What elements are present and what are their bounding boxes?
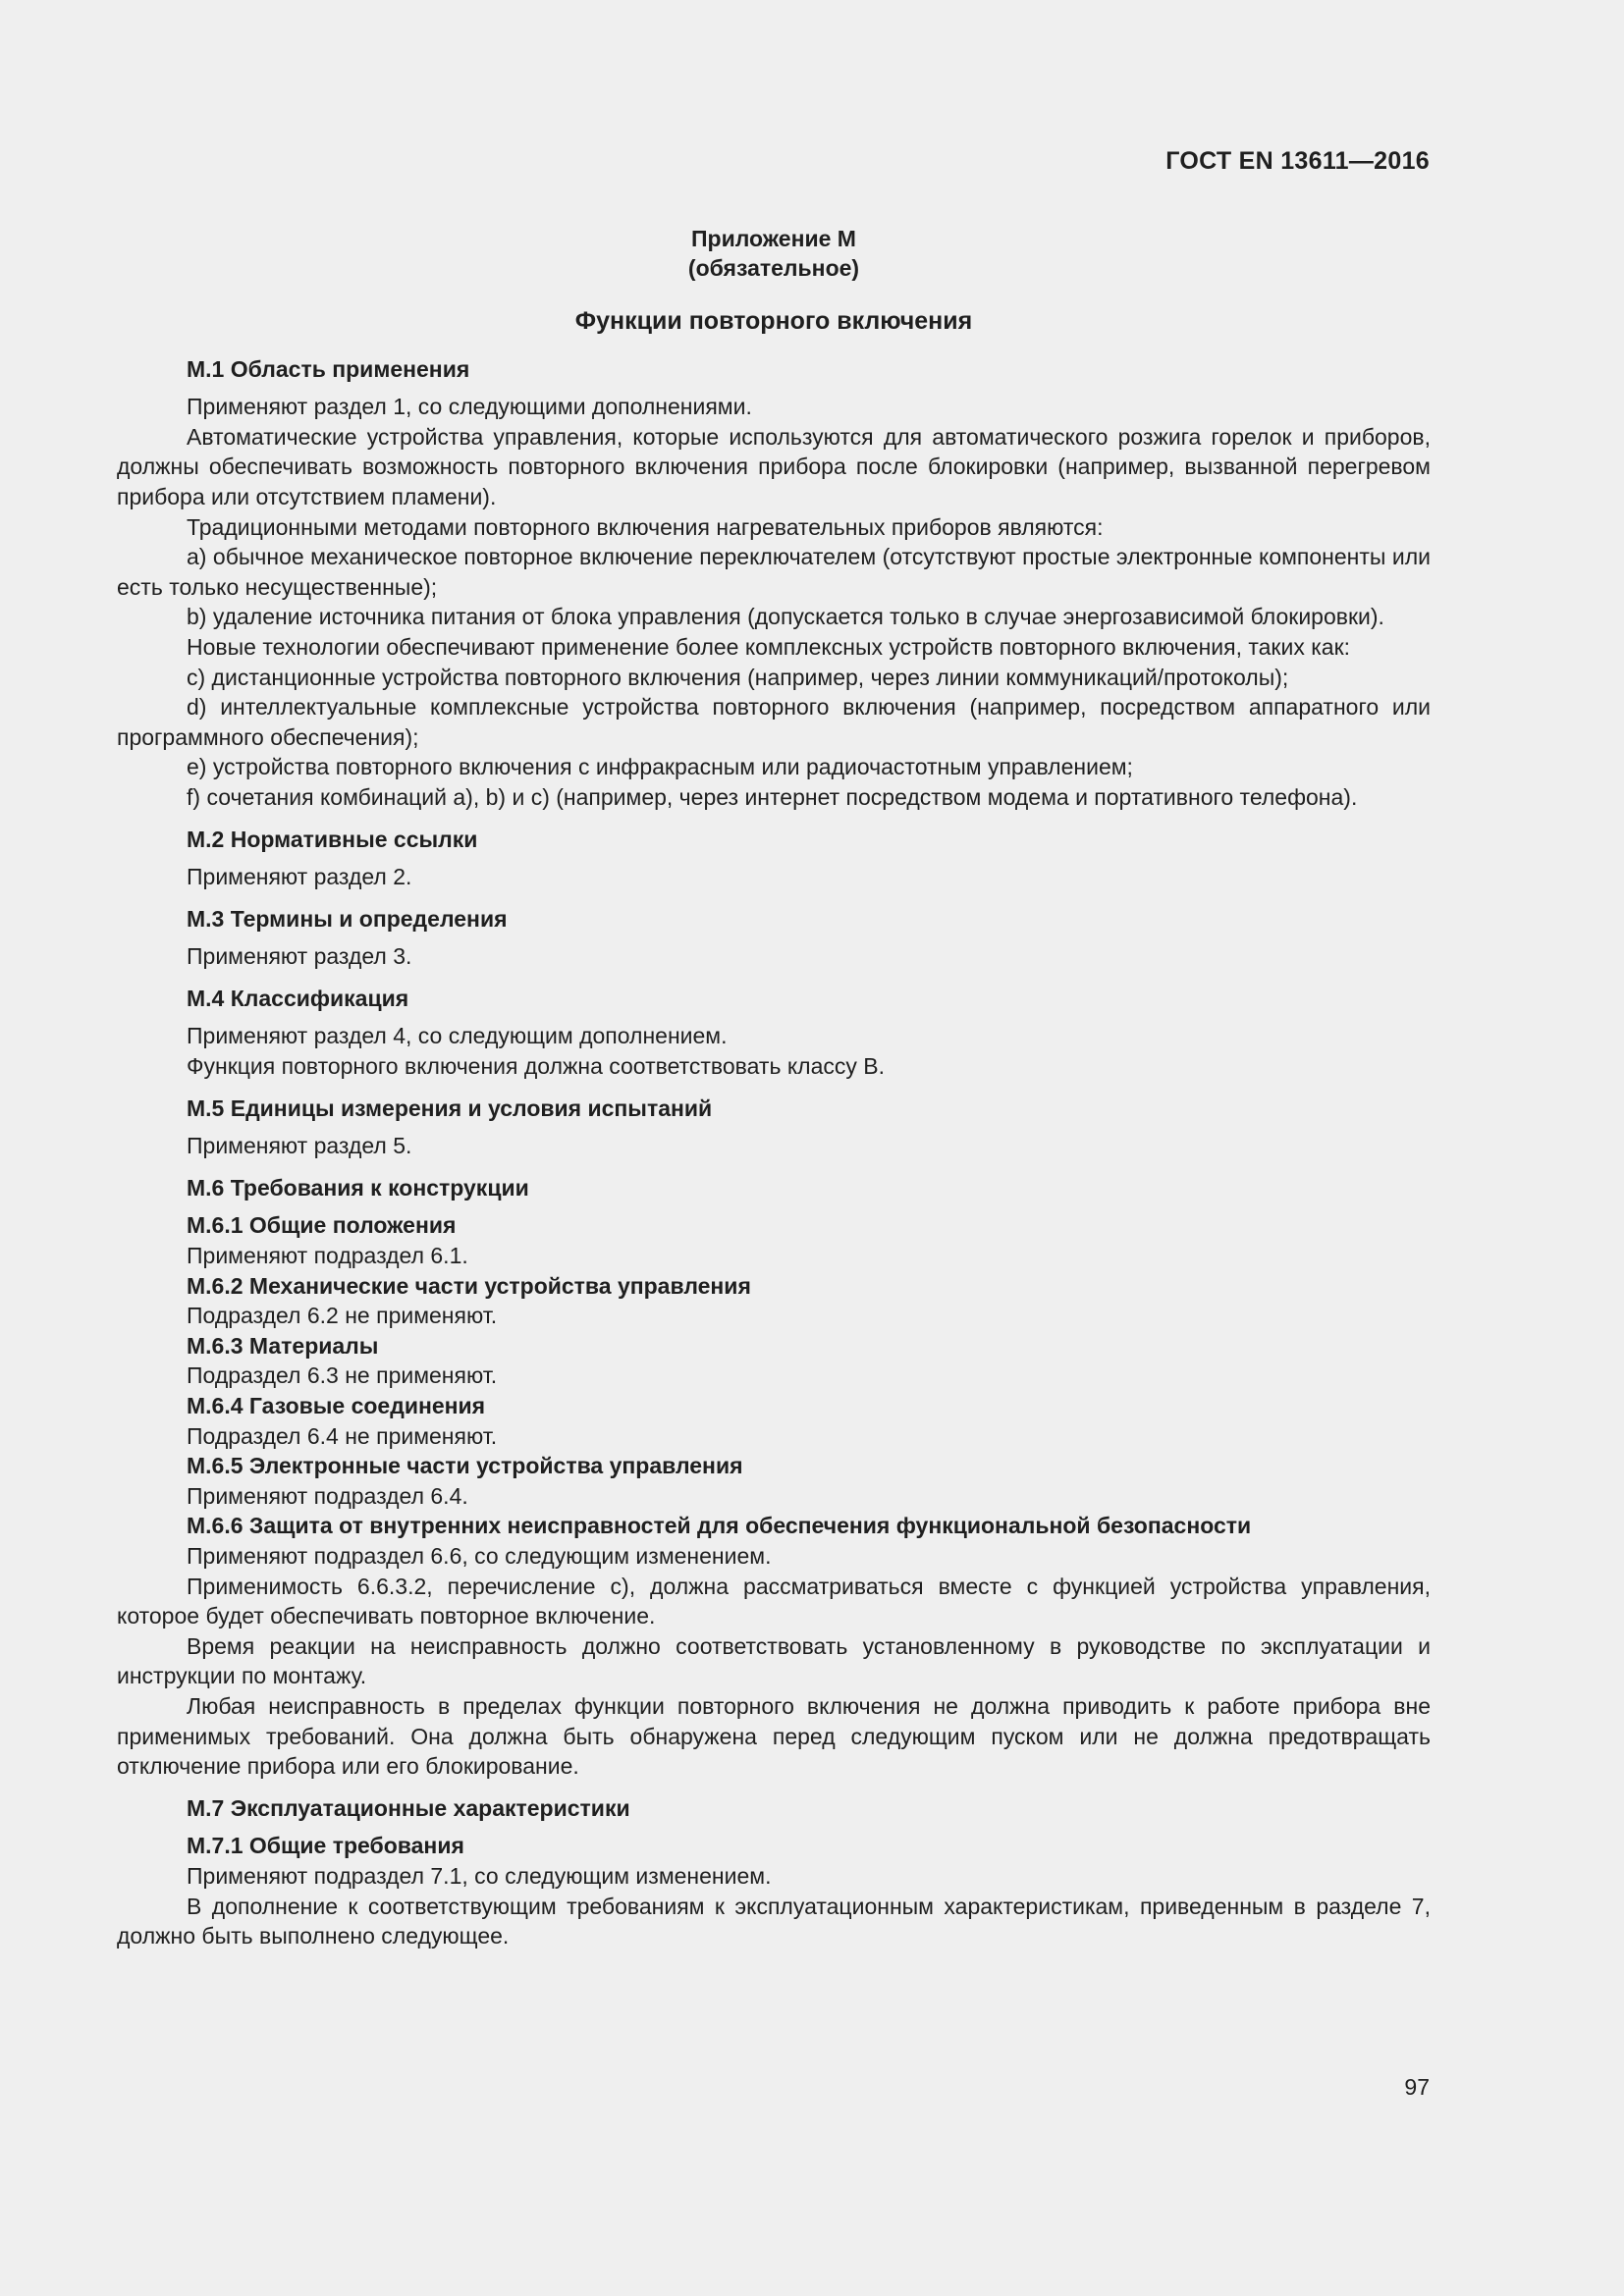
page-title: Функции повторного включения <box>574 307 973 335</box>
page-content <box>117 224 1431 1951</box>
paragraph: Применяют подраздел 6.6, со следующим изменением. <box>187 1542 772 1569</box>
subsection-heading-m6-3: М.6.3 Материалы <box>187 1332 379 1359</box>
subsection-heading-m7-1: М.7.1 Общие требования <box>187 1833 464 1859</box>
subsection-heading-m6-6: М.6.6 Защита от внутренних неисправностей для обеспечения функциональной безопасности <box>187 1513 1252 1539</box>
paragraph: Применяют раздел 4, со следующим дополнением. <box>187 1023 728 1049</box>
list-item: b) удаление источника питания от блока управления (допускается только в случае энергозависимой блокировки). <box>187 604 1384 630</box>
section-heading-m4: М.4 Классификация <box>187 985 409 1011</box>
paragraph: Применимость 6.6.3.2, перечисление с), должна рассматриваться вместе с функцией устройства управления, которое будет обеспечивать повторное включение. <box>117 1573 1431 1629</box>
list-item: с) дистанционные устройства повторного включения (например, через линии коммуникаций/протоколы); <box>187 664 1289 690</box>
section-heading-m5: М.5 Единицы измерения и условия испытаний <box>187 1095 713 1121</box>
section-heading-m1: М.1 Область применения <box>187 355 470 382</box>
appendix-status: (обязательное) <box>687 255 860 281</box>
paragraph: Время реакции на неисправность должно соответствовать установленному в руководстве по эксплуатации и инструкции по монтажу. <box>117 1632 1431 1689</box>
section-heading-m3: М.3 Термины и определения <box>187 905 508 932</box>
subsection-heading-m6-4: М.6.4 Газовые соединения <box>187 1393 486 1418</box>
section-heading-m7: М.7 Эксплуатационные характеристики <box>187 1794 630 1821</box>
paragraph: Подраздел 6.2 не применяют. <box>187 1303 498 1329</box>
paragraph: Функция повторного включения должна соответствовать классу В. <box>187 1053 885 1080</box>
paragraph: Применяют раздел 3. <box>187 943 412 970</box>
paragraph: В дополнение к соответствующим требованиям к эксплуатационным характеристикам, приведенным в разделе 7, должно быть выполнено следующее. <box>117 1893 1431 1949</box>
appendix-label: Приложение М <box>691 226 856 251</box>
section-heading-m6: М.6 Требования к конструкции <box>187 1174 529 1201</box>
paragraph: Применяют подраздел 7.1, со следующим изменением. <box>187 1862 772 1889</box>
paragraph: Подраздел 6.4 не применяют. <box>187 1422 498 1449</box>
paragraph: Применяют подраздел 6.1. <box>187 1243 468 1269</box>
section-heading-m2: М.2 Нормативные ссылки <box>187 826 478 852</box>
document-id: ГОСТ EN 13611—2016 <box>1165 147 1430 175</box>
list-item: а) обычное механическое повторное включение переключателем (отсутствуют простые электронные компоненты или есть только несущественные); <box>117 544 1431 600</box>
paragraph: Подраздел 6.3 не применяют. <box>187 1362 498 1389</box>
list-item: е) устройства повторного включения с инфракрасным или радиочастотным управлением; <box>187 754 1133 780</box>
paragraph: Новые технологии обеспечивают применение более комплексных устройств повторного включения, таких как: <box>187 633 1351 660</box>
page-number: 97 <box>1404 2074 1430 2100</box>
subsection-heading-m6-2: М.6.2 Механические части устройства управления <box>187 1272 751 1299</box>
paragraph: Применяют раздел 5. <box>187 1133 412 1159</box>
paragraph: Применяют раздел 1, со следующими дополнениями. <box>187 394 752 420</box>
subsection-heading-m6-5: М.6.5 Электронные части устройства управления <box>187 1453 743 1479</box>
paragraph: Автоматические устройства управления, которые используются для автоматического розжига горелок и приборов, должны обеспечивать возможность повторного включения прибора после блокировки (например, вызванной перегревом прибора или отсутствием пламени). <box>117 423 1431 509</box>
paragraph: Применяют подраздел 6.4. <box>187 1482 468 1509</box>
subsection-heading-m6-1: М.6.1 Общие положения <box>187 1212 457 1239</box>
paragraph: Применяют раздел 2. <box>187 864 412 890</box>
list-item: d) интеллектуальные комплексные устройства повторного включения (например, посредством аппаратного или программного обеспечения); <box>117 694 1431 750</box>
list-item: f) сочетания комбинаций а), b) и с) (например, через интернет посредством модема и портативного телефона). <box>187 783 1358 810</box>
paragraph: Традиционными методами повторного включения нагревательных приборов являются: <box>187 513 1104 540</box>
paragraph: Любая неисправность в пределах функции повторного включения не должна приводить к работе прибора вне применимых требований. Она должна быть обнаружена перед следующим пуском или не должна предотвращать отключение прибора или его блокирование. <box>117 1692 1431 1780</box>
